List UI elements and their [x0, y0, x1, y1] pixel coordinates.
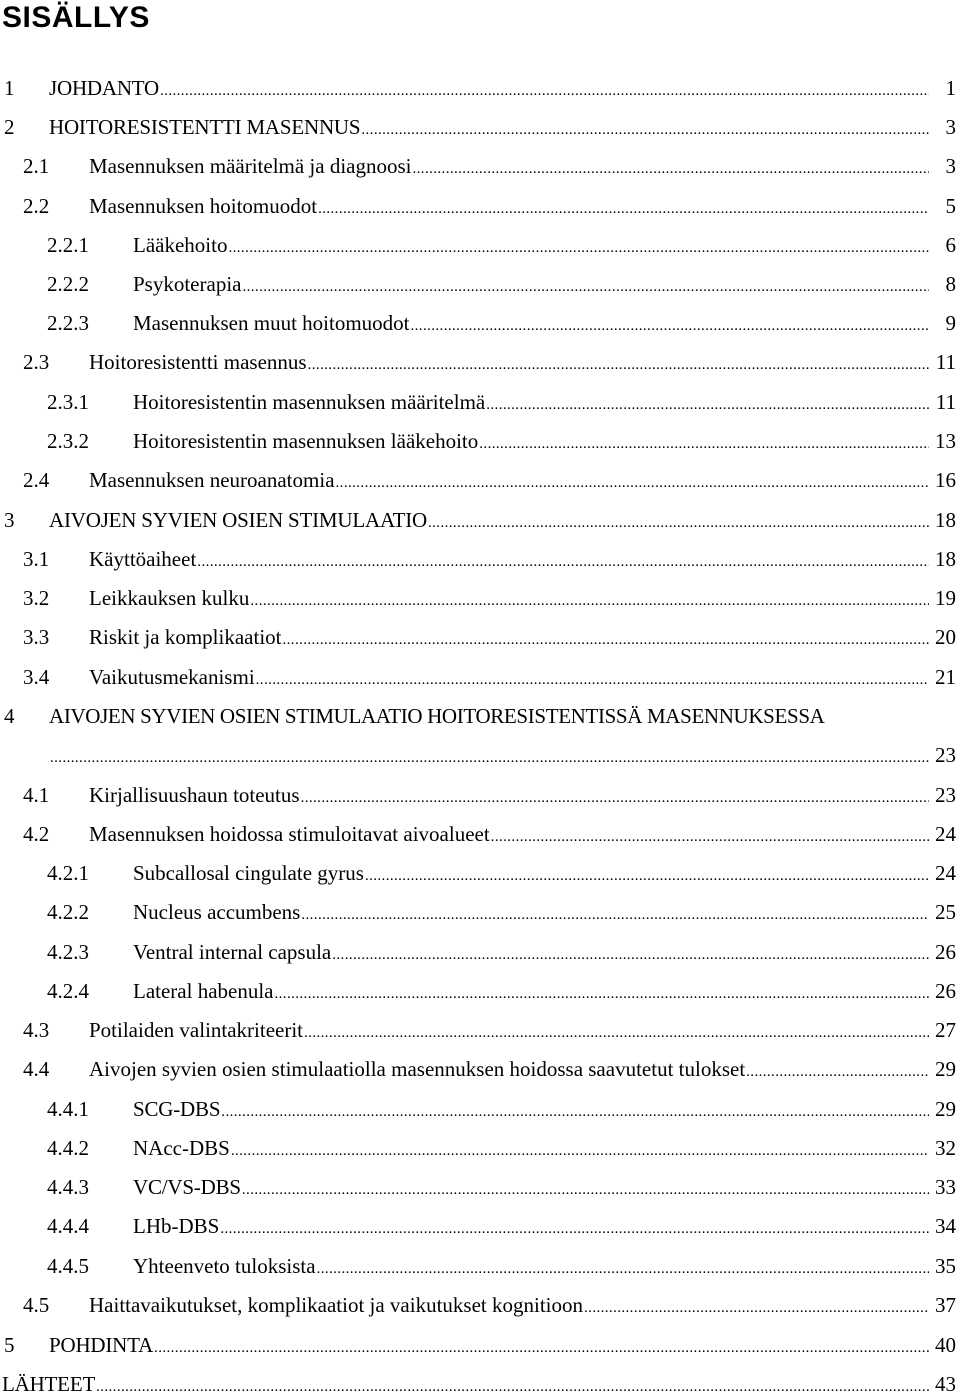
toc-leader-dots — [336, 470, 929, 496]
toc-leader-dots — [256, 667, 929, 693]
toc-leader-dots — [413, 156, 930, 182]
toc-entry-number: 4.4.5 — [47, 1254, 89, 1278]
toc-entry-page: 29 — [935, 1057, 956, 1081]
toc-entry-number: 2.3 — [23, 350, 50, 374]
toc-entry-page: 37 — [935, 1293, 956, 1317]
toc-entry-page: 25 — [935, 900, 956, 924]
toc-entry-label: Masennuksen hoitomuodot — [89, 194, 318, 218]
toc-entry-label: AIVOJEN SYVIEN OSIEN STIMULAATIO — [49, 508, 427, 532]
toc-entry-page: 18 — [935, 547, 956, 571]
toc-entry-page: 18 — [935, 508, 956, 532]
toc-leader-dots — [197, 549, 929, 575]
toc-entry[interactable] — [89, 664, 956, 693]
toc-leader-dots — [301, 785, 929, 811]
toc-entry-page: 24 — [935, 861, 956, 885]
toc-entry-page: 43 — [935, 1372, 956, 1396]
toc-entry[interactable] — [49, 1332, 956, 1361]
toc-entry-label: Hoitoresistentin masennuksen määritelmä — [133, 390, 486, 414]
toc-leader-dots — [318, 196, 929, 222]
toc-entry-label: Kirjallisuushaun toteutus — [89, 783, 300, 807]
toc-leader-dots — [221, 1099, 929, 1125]
toc-entry-page: 23 — [935, 743, 956, 767]
toc-leader-dots — [479, 431, 929, 457]
toc-entry[interactable] — [49, 114, 956, 143]
toc-leader-dots — [411, 313, 930, 339]
toc-entry[interactable] — [133, 1213, 956, 1242]
toc-entry-label: Masennuksen neuroanatomia — [89, 468, 335, 492]
toc-entry-label: Masennuksen hoidossa stimuloitavat aivoalueet — [89, 822, 490, 846]
toc-entry[interactable] — [89, 1292, 956, 1321]
toc-entry-number: 3 — [4, 508, 15, 532]
toc-entry-page: 13 — [935, 429, 956, 453]
toc-entry[interactable] — [133, 860, 956, 889]
toc-entry-label: Yhteenveto tuloksista — [133, 1254, 316, 1278]
toc-entry-number: 2.2.2 — [47, 272, 89, 296]
toc-entry-number: 4.4.2 — [47, 1136, 89, 1160]
toc-entry-label: Vaikutusmekanismi — [89, 665, 255, 689]
toc-leader-dots — [228, 235, 929, 261]
toc-entry[interactable] — [133, 899, 956, 928]
toc-leader-dots — [96, 1374, 929, 1400]
toc-entry-page: 21 — [935, 665, 956, 689]
toc-entry[interactable] — [89, 467, 956, 496]
toc-entry-number: 4.4.3 — [47, 1175, 89, 1199]
toc-entry-number: 2.2 — [23, 194, 50, 218]
toc-leader-dots — [332, 942, 929, 968]
toc-entry-number: 3.1 — [23, 547, 50, 571]
toc-entry-page: 9 — [945, 311, 956, 335]
toc-entry-page: 40 — [935, 1333, 956, 1357]
toc-entry-page: 34 — [935, 1214, 956, 1238]
toc-entry-label: JOHDANTO — [49, 76, 160, 100]
toc-entry-label: Lateral habenula — [133, 979, 274, 1003]
toc-entry-label: NAcc-DBS — [133, 1136, 230, 1160]
toc-entry-number: 1 — [4, 76, 15, 100]
toc-entry-page: 33 — [935, 1175, 956, 1199]
toc-entry-number: 4.4 — [23, 1057, 50, 1081]
toc-entry-number: 4.2 — [23, 822, 50, 846]
toc-leader-dots — [584, 1295, 929, 1321]
toc-leader-dots — [301, 902, 929, 928]
toc-entry-page: 24 — [935, 822, 956, 846]
toc-entry[interactable] — [133, 310, 956, 339]
toc-entry-number: 2.3.2 — [47, 429, 89, 453]
toc-entry-number: 3.3 — [23, 625, 50, 649]
toc-entry-page: 5 — [945, 194, 956, 218]
toc-entry[interactable] — [89, 153, 956, 182]
toc-leader-dots — [220, 1216, 929, 1242]
toc-entry-number: 5 — [4, 1333, 15, 1357]
toc-entry-page: 23 — [935, 783, 956, 807]
toc-entry-page: 6 — [945, 233, 956, 257]
toc-entry-label: Psykoterapia — [133, 272, 242, 296]
toc-entry[interactable] — [133, 978, 956, 1007]
toc-entry-number: 4.1 — [23, 783, 50, 807]
toc-entry-page: 3 — [945, 154, 956, 178]
toc-leader-dots — [242, 1177, 929, 1203]
toc-leader-dots — [231, 1138, 929, 1164]
toc-leader-dots — [308, 352, 929, 378]
toc-entry-label: Leikkauksen kulku — [89, 586, 250, 610]
toc-entry[interactable] — [133, 1174, 956, 1203]
toc-entry-page: 11 — [935, 350, 956, 374]
toc-entry-number: 4.2.3 — [47, 940, 89, 964]
toc-entry[interactable] — [89, 193, 956, 222]
toc-leader-dots — [154, 1335, 929, 1361]
toc-entry[interactable] — [89, 349, 956, 378]
toc-entry-label: Käyttöaiheet — [89, 547, 197, 571]
toc-entry-page: 35 — [935, 1254, 956, 1278]
toc-entry-number: 2 — [4, 115, 15, 139]
toc-entry-label: LHb-DBS — [133, 1214, 220, 1238]
toc-entry-label[interactable]: AIVOJEN SYVIEN OSIEN STIMULAATIO HOITORESISTENTISSÄ MASENNUKSESSA — [49, 704, 825, 728]
toc-entry-label: HOITORESISTENTTI MASENNUS — [49, 115, 361, 139]
toc-leader-dots — [242, 274, 929, 300]
toc-entry-number: 4.2.4 — [47, 979, 89, 1003]
toc-entry-number: 2.2.1 — [47, 233, 89, 257]
toc-entry-page: 1 — [945, 76, 956, 100]
toc-leader-dots — [361, 117, 929, 143]
toc-entry-page: 26 — [935, 940, 956, 964]
toc-leader-dots — [160, 78, 929, 104]
toc-entry[interactable] — [133, 232, 956, 261]
toc-entry-page: 32 — [935, 1136, 956, 1160]
toc-entry-label: Riskit ja komplikaatiot — [89, 625, 282, 649]
toc-entry-page: 27 — [935, 1018, 956, 1042]
toc-entry-page: 8 — [945, 272, 956, 296]
toc-leader-dots — [275, 981, 930, 1007]
toc-leader-dots — [50, 745, 929, 771]
toc-entry-number: 2.3.1 — [47, 390, 89, 414]
toc-entry-number: 2.4 — [23, 468, 50, 492]
toc-entry-label: Haittavaikutukset, komplikaatiot ja vaikutukset kognitioon — [89, 1293, 584, 1317]
toc-entry[interactable] — [133, 1096, 956, 1125]
toc-entry-label: Hoitoresistentti masennus — [89, 350, 307, 374]
toc-entry-page: 11 — [935, 390, 956, 414]
toc-entry-label: Aivojen syvien osien stimulaatiolla masennuksen hoidossa saavutetut tulokset — [89, 1057, 746, 1081]
toc-entry-page: 20 — [935, 625, 956, 649]
toc-entry-page: 3 — [945, 115, 956, 139]
toc-entry-page: 19 — [935, 586, 956, 610]
toc-entry-number: 3.4 — [23, 665, 50, 689]
toc-entry-number: 2.2.3 — [47, 311, 89, 335]
toc-entry-label: VC/VS-DBS — [133, 1175, 241, 1199]
toc-entry-label: Nucleus accumbens — [133, 900, 301, 924]
toc-leader-dots — [365, 863, 929, 889]
toc-entry-label: Potilaiden valintakriteerit — [89, 1018, 304, 1042]
toc-entry-label: Ventral internal capsula — [133, 940, 332, 964]
toc-entry-page: 26 — [935, 979, 956, 1003]
toc-entry[interactable] — [89, 821, 956, 850]
toc-entry[interactable] — [49, 75, 956, 104]
toc-entry-label: Masennuksen muut hoitomuodot — [133, 311, 410, 335]
toc-entry-number: 4.2.2 — [47, 900, 89, 924]
toc-entry[interactable] — [49, 742, 956, 771]
toc-entry-label: Masennuksen määritelmä ja diagnoosi — [89, 154, 412, 178]
toc-entry-number: 4.3 — [23, 1018, 50, 1042]
toc-leader-dots — [491, 824, 929, 850]
toc-entry[interactable] — [89, 624, 956, 653]
toc-leader-dots — [746, 1059, 929, 1085]
toc-leader-dots — [317, 1256, 929, 1282]
toc-entry-number: 3.2 — [23, 586, 50, 610]
toc-entry-label: LÄHTEET — [2, 1372, 96, 1396]
toc-entry-label: Hoitoresistentin masennuksen lääkehoito — [133, 429, 479, 453]
toc-entry-label: SCG-DBS — [133, 1097, 221, 1121]
toc-leader-dots — [283, 627, 930, 653]
toc-entry[interactable] — [89, 1017, 956, 1046]
toc-leader-dots — [304, 1020, 929, 1046]
toc-entry[interactable] — [133, 1253, 956, 1282]
toc-entry-label: Subcallosal cingulate gyrus — [133, 861, 364, 885]
toc-entry[interactable] — [89, 546, 956, 575]
toc-entry-label: Lääkehoito — [133, 233, 228, 257]
toc-entry-number: 4.2.1 — [47, 861, 89, 885]
toc-entry-page: 29 — [935, 1097, 956, 1121]
page-title: SISÄLLYS — [2, 1, 150, 34]
toc-leader-dots — [428, 510, 929, 536]
toc-leader-dots — [250, 588, 929, 614]
toc-entry[interactable] — [133, 1135, 956, 1164]
toc-entry[interactable] — [89, 1056, 956, 1085]
toc-entry-number: 4 — [4, 704, 15, 728]
toc-entry[interactable] — [89, 585, 956, 614]
toc-entry-label: POHDINTA — [49, 1333, 154, 1357]
toc-entry[interactable] — [133, 389, 956, 418]
toc-entry-page: 16 — [935, 468, 956, 492]
toc-entry[interactable] — [89, 782, 956, 811]
toc-entry[interactable] — [133, 428, 956, 457]
toc-entry-number: 4.4.4 — [47, 1214, 89, 1238]
toc-entry-number: 4.4.1 — [47, 1097, 89, 1121]
toc-entry[interactable] — [133, 939, 956, 968]
toc-entry[interactable] — [133, 271, 956, 300]
toc-leader-dots — [486, 392, 929, 418]
toc-entry-number: 4.5 — [23, 1293, 50, 1317]
toc-entry[interactable] — [2, 1371, 956, 1400]
toc-entry-number: 2.1 — [23, 154, 50, 178]
toc-entry[interactable] — [49, 507, 956, 536]
